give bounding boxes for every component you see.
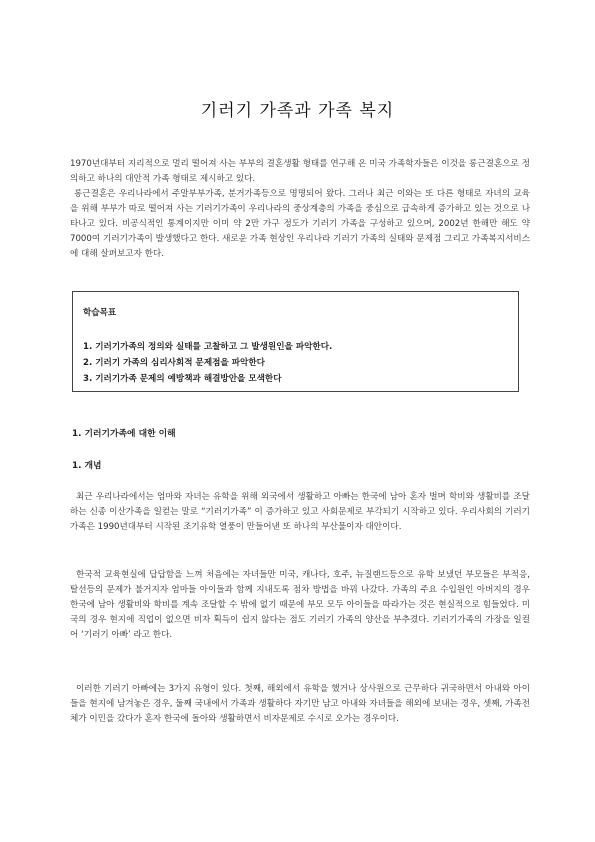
learning-goal-item: 3. 기러기가족 문제의 예방책과 해결방안을 모색한다 xyxy=(83,374,282,384)
learning-goals-title: 학습목표 xyxy=(83,308,117,318)
section-heading: 1. 기러기가족에 대한 이해 xyxy=(72,429,176,439)
intro-paragraph-2: 롱근결혼은 우리나라에서 주말부부가족, 분거가족등으로 명명되어 왔다. 그러나 최근 이와는 또 다른 형태로 자녀의 교육을 위해 부부가 따로 떨어져 사는 기러기가족이 우리나라의 중상계층의 가족을 중심으로 급속하게 증가하고 있는 것으로 나타나고 있다. 비공식적인 통계이지만 이미 약 2만 가구 정도가 기러기 가족을 구성하고 있으며, 2002년 한해만 해도 약 7000여 기러기가족이 발생했다고 한다. 새로운 가족 현상인 우리나라 기러기 가족의 실태와 문제점 그리고 가족복지서비스에 대해 살펴보고자 한다. xyxy=(70,189,530,259)
subsection-heading: 1. 개념 xyxy=(72,461,102,471)
body-paragraph-1: 최근 우리나라에서는 엄마와 자녀는 유학을 위해 외국에서 생활하고 아빠는 한국에 남아 혼자 벌며 학비와 생활비를 조달하는 신종 이산가족을 일컫는 말로 “기러기가족” 이 증가하고 있고 사회문제로 부각되기 시작하고 있다. 우리사회의 기러기가족은 1990년대부터 시작된 조기유학 열풍이 만들어낸 또 하나의 부산물이자 대안이다. xyxy=(70,492,530,532)
learning-goals-list xyxy=(83,339,332,387)
document-title: 기러기 가족과 가족 복지 xyxy=(200,101,395,121)
learning-goal-item: 1. 기러기가족의 정의와 실태를 고찰하고 그 발생원인을 파악한다. xyxy=(83,342,333,352)
body-paragraph-3: 이러한 기러기 아빠에는 3가지 유형이 있다. 첫째, 해외에서 유학을 했거나 상사원으로 근무하다 귀국하면서 아내와 아이들을 현지에 남겨놓은 경우, 둘째 국내에서 가족과 생활하다 자기만 남고 아내와 자녀들을 해외에 보내는 경우, 셋째, 가족전체가 이민을 갔다가 혼자 한국에 돌아와 생활하면서 비자문제로 수시로 오가는 경우이다. xyxy=(70,684,530,724)
learning-goals-box xyxy=(72,291,519,392)
body-paragraph-2: 한국적 교육현실에 답답함을 느껴 처음에는 자녀들만 미국, 캐나다, 호주, 뉴질랜드등으로 유학 보냈던 부모들은 부적응, 탈선등의 문제가 불거지자 엄마들 아이들과 함께 지내도록 점차 방법을 바꿔 나갔다. 가족의 주요 수입원인 아버지의 경우 한국에 남아 생활비와 학비를 계속 조달할 수 밖에 없기 때문에 부모 모두 아이들을 따라가는 것은 현실적으로 힘들었다. 미국의 경우 현지에 직업이 없으면 비자 획득이 쉽지 않다는 점도 기러기 가족의 양산을 부추겼다. 기러기가족의 가장을 일컬어 ‘기러기 아빠’ 라고 한다. xyxy=(70,570,530,640)
learning-goal-item: 2. 기러기 가족의 심리사회적 문제점을 파악한다 xyxy=(83,358,265,368)
intro-paragraph-1: 1970년대부터 지리적으로 멀리 떨어져 사는 부부의 결혼생활 형태를 연구해 온 미국 가족학자들은 이것을 롱근결혼으로 정의하고 하나의 대안적 가족 형태로 제시하고 있다. xyxy=(70,159,530,184)
